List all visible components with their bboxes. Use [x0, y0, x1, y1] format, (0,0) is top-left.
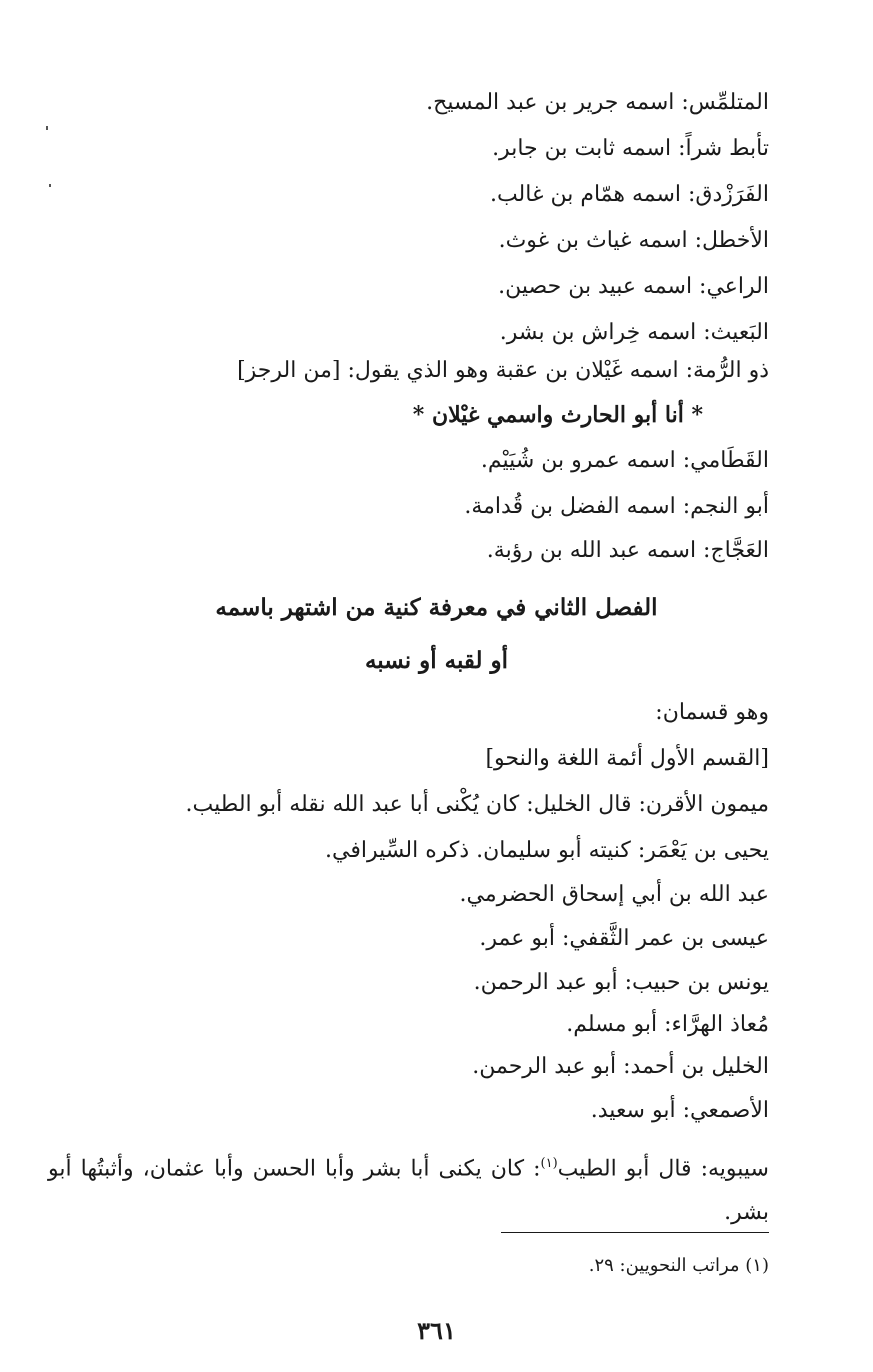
text-line: أبو النجم: اسمه الفضل بن قُدامة.: [464, 494, 769, 519]
text-line: الراعي: اسمه عبيد بن حصين.: [498, 274, 769, 299]
text-line: عيسى بن عمر الثَّقفي: أبو عمر.: [479, 926, 769, 951]
text-line: مُعاذ الهرَّاء: أبو مسلم.: [566, 1012, 769, 1037]
footnote: (١) مراتب النحويين: ٢٩.: [588, 1255, 769, 1276]
text-line: البَعيث: اسمه خِراش بن بشر.: [499, 320, 769, 345]
text-line: الخليل بن أحمد: أبو عبد الرحمن.: [472, 1054, 769, 1079]
text-line: القَطَامي: اسمه عمرو بن شُيَيْم.: [480, 448, 769, 473]
footnote-divider: [501, 1232, 769, 1233]
text-line: عبد الله بن أبي إسحاق الحضرمي.: [459, 882, 769, 907]
scan-speck: [46, 126, 48, 130]
text-line: المتلمِّس: اسمه جرير بن عبد المسيح.: [426, 90, 769, 115]
text-line: يونس بن حبيب: أبو عبد الرحمن.: [473, 970, 769, 995]
verse-line: * أنا أبو الحارث واسمي غيْلان *: [412, 402, 703, 428]
footnote-reference: (١): [540, 1156, 558, 1171]
text-line: العَجَّاج: اسمه عبد الله بن رؤبة.: [486, 538, 769, 563]
text-line: يحيى بن يَعْمَر: كنيته أبو سليمان. ذكره السِّيرافي.: [325, 838, 769, 863]
text-line: وهو قسمان:: [655, 700, 769, 725]
paragraph-text: : كان يكنى أبا بشر وأبا الحسن وأبا عثمان، وأثبتُها أبو بشر.: [48, 1156, 769, 1226]
section-label: [القسم الأول أئمة اللغة والنحو]: [485, 746, 769, 771]
scan-speck: [49, 184, 51, 187]
text-line: ذو الرُّمة: اسمه غَيْلان بن عقبة وهو الذي يقول: [من الرجز]: [237, 358, 769, 383]
text-line: الفَرَزْدق: اسمه همّام بن غالب.: [489, 182, 769, 207]
sibawayh-paragraph: [48, 1142, 769, 1235]
chapter-heading-line-2: أو لقبه أو نسبه: [364, 647, 509, 674]
text-line: الأخطل: اسمه غياث بن غوث.: [498, 228, 769, 253]
text-line: الأصمعي: أبو سعيد.: [590, 1098, 769, 1123]
paragraph-text: سيبويه: قال أبو الطيب: [557, 1156, 769, 1182]
text-line: تأبط شراً: اسمه ثابت بن جابر.: [492, 136, 769, 161]
page-number: ٣٦١: [417, 1316, 456, 1345]
chapter-heading-line-1: الفصل الثاني في معرفة كنية من اشتهر باسمه: [215, 594, 658, 621]
text-line: ميمون الأقرن: قال الخليل: كان يُكْنى أبا عبد الله نقله أبو الطيب.: [185, 792, 769, 817]
